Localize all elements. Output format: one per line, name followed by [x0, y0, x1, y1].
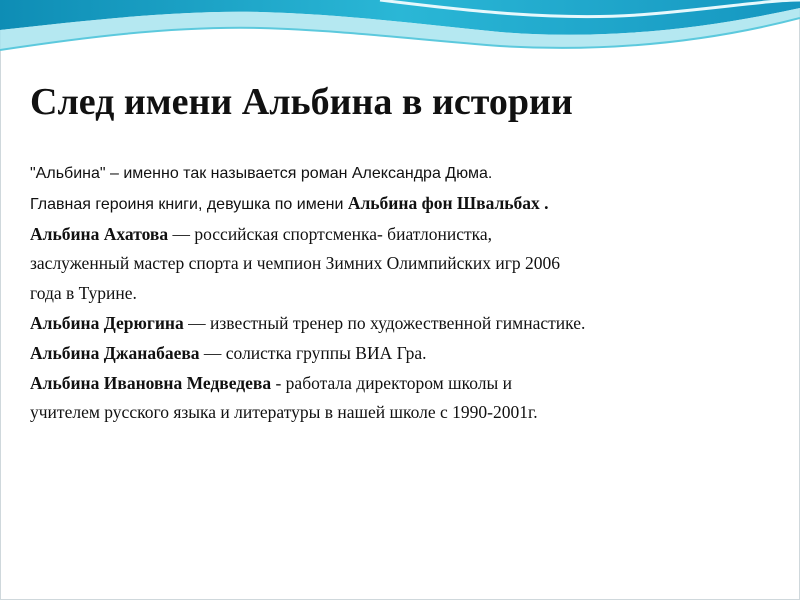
body-line — [30, 189, 780, 220]
body-line — [30, 158, 780, 189]
highlighted-name: Альбина Ахатова — [30, 223, 169, 244]
slide-title: След имени Альбина в истории — [30, 81, 573, 123]
highlighted-name: Альбина фон Швальбах . — [347, 192, 549, 213]
slide-body — [30, 158, 780, 428]
body-line — [30, 369, 780, 399]
body-text: — солистка группы ВИА Гра. — [199, 342, 427, 363]
highlighted-name: Альбина Джанабаева — [30, 342, 200, 363]
body-text: — российская спортсменка- биатлонистка, — [168, 223, 492, 244]
body-text: учителем русского языка и литературы в нашей школе с 1990-2001г. — [30, 402, 538, 423]
body-line — [30, 339, 780, 369]
body-line — [30, 398, 780, 428]
body-line — [30, 249, 780, 279]
body-text: заслуженный мастер спорта и чемпион Зимних Олимпийских игр 2006 — [30, 253, 560, 274]
body-line — [30, 220, 780, 250]
highlighted-name: Альбина Дерюгина — [30, 312, 184, 333]
header-wave-decoration — [0, 0, 800, 70]
body-text: - работала директором школы и — [271, 372, 512, 393]
body-text: "Альбина" – именно так называется роман Александра Дюма. — [30, 165, 493, 182]
highlighted-name: Альбина Ивановна Медведева — [30, 372, 272, 393]
body-line — [30, 309, 780, 339]
body-text: — известный тренер по художественной гимнастике. — [183, 312, 586, 333]
body-text: Главная героиня книги, девушка по имени — [30, 195, 348, 213]
body-line — [30, 279, 780, 309]
body-text: года в Турине. — [30, 283, 137, 304]
